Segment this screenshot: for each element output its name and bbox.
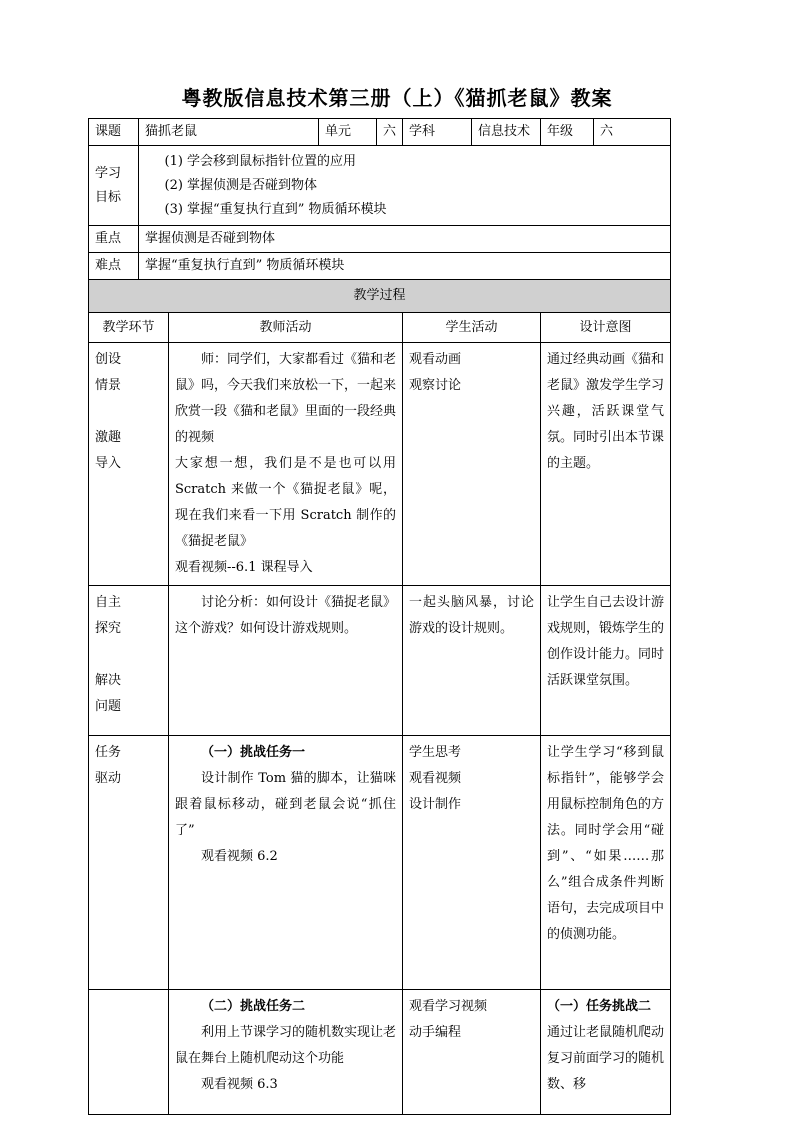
teacher-cell — [169, 990, 403, 1115]
col-header-teacher: 教师活动 — [169, 313, 403, 343]
goals-list — [139, 146, 671, 226]
process-heading-row — [89, 280, 671, 313]
phase-cell: 创设 情景 激趣 导入 — [89, 343, 169, 586]
unit-value: 六 — [377, 119, 403, 146]
difficulty-label: 难点 — [89, 253, 139, 280]
teacher-text: 观看视频--6.1 课程导入 — [175, 560, 313, 575]
lesson-plan-table — [88, 118, 671, 1115]
goals-label: 学习 目标 — [89, 146, 139, 226]
goals-row — [89, 146, 671, 226]
unit-label: 单元 — [319, 119, 377, 146]
teacher-text: 讨论分析：如何设计《猫捉老鼠》这个游戏？如何设计游戏规则。 — [175, 595, 397, 636]
process-row — [89, 586, 671, 736]
teacher-cell — [169, 586, 403, 736]
process-row — [89, 343, 671, 586]
teacher-text: 利用上节课学习的随机数实现让老鼠在舞台上随机爬动这个功能 — [175, 1025, 397, 1066]
difficulty-row — [89, 253, 671, 280]
teacher-text: 大家想一想，我们是不是也可以用 Scratch 来做一个《猫捉老鼠》呢，现在我们来看一下用 Scratch 制作的《猫捉老鼠》 — [175, 456, 397, 549]
topic-value: 猫抓老鼠 — [139, 119, 319, 146]
goal-item: (3) 掌握“重复执行直到” 物质循环模块 — [164, 201, 387, 217]
intent-cell: 让学生学习“移到鼠标指针”，能够学会用鼠标控制角色的方法。同时学会用“碰到”、“如果……那么”组合成条件判断语句，去完成项目中的侦测功能。 — [541, 736, 671, 990]
phase-cell — [89, 990, 169, 1115]
task-title: （二）挑战任务二 — [201, 999, 306, 1014]
info-row — [89, 119, 671, 146]
key-point-row — [89, 226, 671, 253]
difficulty-text: 掌握“重复执行直到” 物质循环模块 — [139, 253, 671, 280]
topic-label: 课题 — [89, 119, 139, 146]
teacher-cell — [169, 736, 403, 990]
goal-item: (1) 学会移到鼠标指针位置的应用 — [164, 153, 357, 169]
student-cell: 观看动画 观察讨论 — [403, 343, 541, 586]
intent-cell: 让学生自己去设计游戏规则，锻炼学生的创作设计能力。同时活跃课堂氛围。 — [541, 586, 671, 736]
teacher-text: 设计制作 Tom 猫的脚本，让猫咪跟着鼠标移动，碰到老鼠会说“抓住了” — [175, 771, 397, 838]
process-row — [89, 736, 671, 990]
intent-cell: 通过经典动画《猫和老鼠》激发学生学习兴趣，活跃课堂气氛。同时引出本节课的主题。 — [541, 343, 671, 586]
task-title: （一）挑战任务一 — [201, 745, 306, 760]
student-cell: 一起头脑风暴，讨论游戏的设计规则。 — [403, 586, 541, 736]
student-cell: 学生思考 观看视频 设计制作 — [403, 736, 541, 990]
col-header-intent: 设计意图 — [541, 313, 671, 343]
page-title: 粤教版信息技术第三册（上）《猫抓老鼠》教案 — [181, 86, 613, 110]
intent-cell: （一）任务挑战二 通过让老鼠随机爬动复习前面学习的随机数、移 — [541, 990, 671, 1115]
grade-value: 六 — [594, 119, 671, 146]
teacher-text: 师：同学们，大家都看过《猫和老鼠》吗，今天我们来放松一下，一起来欣赏一段《猫和老鼠》里面的一段经典的视频 — [175, 352, 397, 445]
process-heading: 教学过程 — [89, 280, 671, 313]
teacher-cell — [169, 343, 403, 586]
key-point-text: 掌握侦测是否碰到物体 — [139, 226, 671, 253]
phase-cell: 自主 探究 解决 问题 — [89, 586, 169, 736]
key-point-label: 重点 — [89, 226, 139, 253]
grade-label: 年级 — [541, 119, 594, 146]
col-header-phase: 教学环节 — [89, 313, 169, 343]
goal-item: (2) 掌握侦测是否碰到物体 — [164, 177, 318, 193]
subject-value: 信息技术 — [472, 119, 541, 146]
process-header-row — [89, 313, 671, 343]
subject-label: 学科 — [403, 119, 472, 146]
phase-cell: 任务 驱动 — [89, 736, 169, 990]
teacher-text: 观看视频 6.2 — [201, 849, 278, 864]
process-row — [89, 990, 671, 1115]
intent-title: （一）任务挑战二 — [547, 999, 652, 1014]
student-cell: 观看学习视频 动手编程 — [403, 990, 541, 1115]
teacher-text: 观看视频 6.3 — [201, 1077, 278, 1092]
col-header-student: 学生活动 — [403, 313, 541, 343]
